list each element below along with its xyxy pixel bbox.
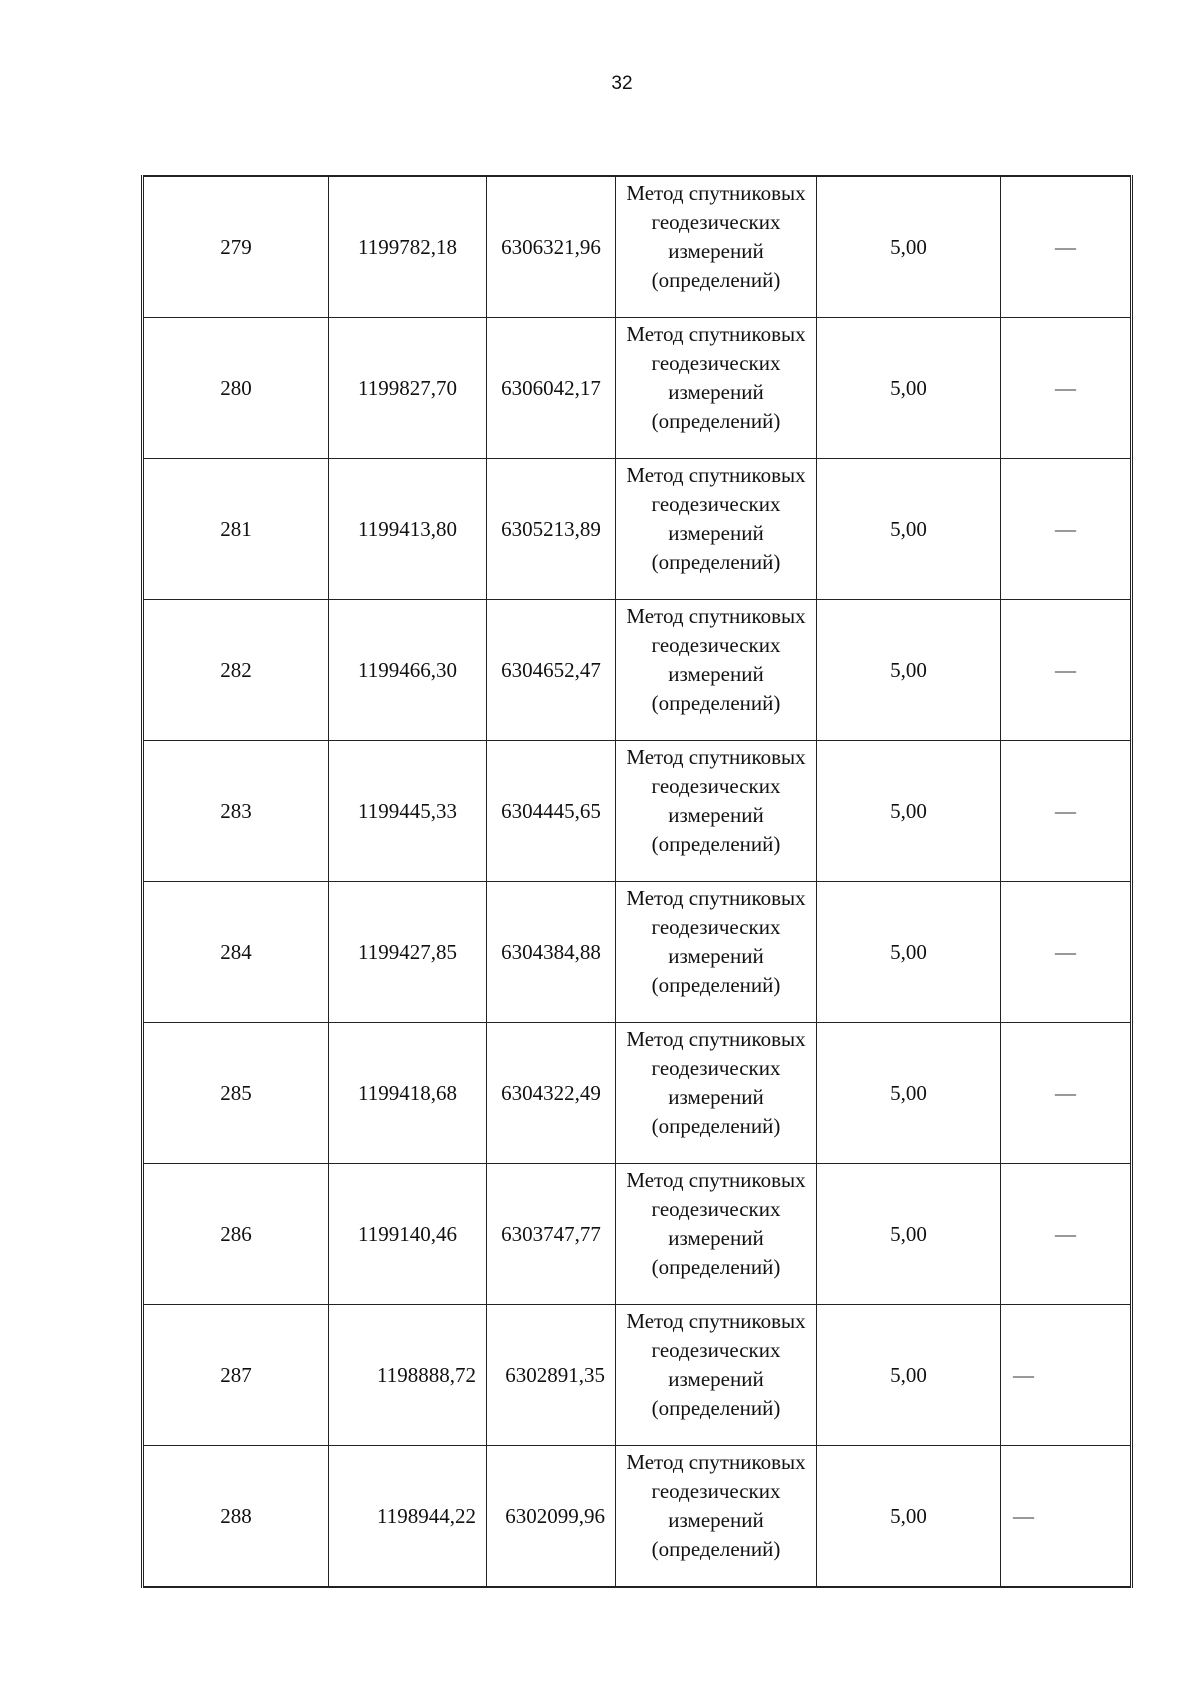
method-line: (определений)	[651, 550, 781, 574]
table-row	[143, 1023, 1132, 1164]
method-line: (определений)	[651, 409, 781, 433]
method-cell	[616, 1305, 817, 1446]
method-line: (определений)	[651, 691, 781, 715]
method-line: геодезических	[651, 210, 781, 234]
method-line: геодезических	[651, 1056, 781, 1080]
method-line: измерений	[668, 1508, 764, 1532]
table-row	[143, 1305, 1132, 1446]
x-coordinate-cell: 1199466,30	[329, 600, 487, 741]
method-line: измерений	[668, 380, 764, 404]
y-coordinate-cell: 6303747,77	[487, 1164, 616, 1305]
coordinates-table	[141, 175, 1133, 1588]
description-cell: —	[1001, 1023, 1132, 1164]
method-cell	[616, 459, 817, 600]
accuracy-cell: 5,00	[817, 176, 1001, 318]
method-line: измерений	[668, 521, 764, 545]
accuracy-cell: 5,00	[817, 1305, 1001, 1446]
point-number-cell: 287	[143, 1305, 329, 1446]
y-coordinate-cell: 6302891,35	[487, 1305, 616, 1446]
method-cell	[616, 741, 817, 882]
method-line: Метод спутниковых	[626, 463, 806, 487]
table-row	[143, 741, 1132, 882]
point-number-cell: 281	[143, 459, 329, 600]
method-cell	[616, 1446, 817, 1588]
y-coordinate-cell: 6306042,17	[487, 318, 616, 459]
description-cell: —	[1001, 1305, 1132, 1446]
method-line: геодезических	[651, 492, 781, 516]
method-line: Метод спутниковых	[626, 886, 806, 910]
method-line: измерений	[668, 662, 764, 686]
y-coordinate-cell: 6304384,88	[487, 882, 616, 1023]
description-cell: —	[1001, 1164, 1132, 1305]
description-cell: —	[1001, 600, 1132, 741]
method-cell	[616, 1023, 817, 1164]
table-row	[143, 459, 1132, 600]
point-number-cell: 288	[143, 1446, 329, 1588]
method-line: Метод спутниковых	[626, 1168, 806, 1192]
method-line: Метод спутниковых	[626, 1450, 806, 1474]
point-number-cell: 279	[143, 176, 329, 318]
accuracy-cell: 5,00	[817, 1446, 1001, 1588]
method-cell	[616, 318, 817, 459]
point-number-cell: 284	[143, 882, 329, 1023]
description-cell: —	[1001, 741, 1132, 882]
method-line: геодезических	[651, 1338, 781, 1362]
method-line: (определений)	[651, 1255, 781, 1279]
table-row	[143, 1446, 1132, 1588]
point-number-cell: 280	[143, 318, 329, 459]
method-line: Метод спутниковых	[626, 322, 806, 346]
description-cell: —	[1001, 882, 1132, 1023]
point-number-cell: 285	[143, 1023, 329, 1164]
method-line: (определений)	[651, 1114, 781, 1138]
accuracy-cell: 5,00	[817, 1023, 1001, 1164]
accuracy-cell: 5,00	[817, 1164, 1001, 1305]
method-line: измерений	[668, 1085, 764, 1109]
method-line: (определений)	[651, 1396, 781, 1420]
method-line: геодезических	[651, 774, 781, 798]
point-number-cell: 282	[143, 600, 329, 741]
method-line: измерений	[668, 803, 764, 827]
table-row	[143, 600, 1132, 741]
y-coordinate-cell: 6304445,65	[487, 741, 616, 882]
y-coordinate-cell: 6305213,89	[487, 459, 616, 600]
method-line: измерений	[668, 1367, 764, 1391]
accuracy-cell: 5,00	[817, 318, 1001, 459]
x-coordinate-cell: 1199413,80	[329, 459, 487, 600]
description-cell: —	[1001, 318, 1132, 459]
method-cell	[616, 882, 817, 1023]
method-cell	[616, 600, 817, 741]
method-line: Метод спутниковых	[626, 1309, 806, 1333]
accuracy-cell: 5,00	[817, 459, 1001, 600]
method-cell	[616, 1164, 817, 1305]
x-coordinate-cell: 1199140,46	[329, 1164, 487, 1305]
y-coordinate-cell: 6302099,96	[487, 1446, 616, 1588]
accuracy-cell: 5,00	[817, 600, 1001, 741]
method-line: (определений)	[651, 268, 781, 292]
table-row	[143, 882, 1132, 1023]
x-coordinate-cell: 1199827,70	[329, 318, 487, 459]
accuracy-cell: 5,00	[817, 741, 1001, 882]
point-number-cell: 283	[143, 741, 329, 882]
table-row	[143, 1164, 1132, 1305]
method-line: (определений)	[651, 1537, 781, 1561]
method-line: измерений	[668, 944, 764, 968]
method-line: измерений	[668, 1226, 764, 1250]
method-line: геодезических	[651, 351, 781, 375]
table-row	[143, 176, 1132, 318]
method-line: Метод спутниковых	[626, 1027, 806, 1051]
method-line: (определений)	[651, 973, 781, 997]
method-line: геодезических	[651, 915, 781, 939]
x-coordinate-cell: 1198888,72	[329, 1305, 487, 1446]
table-row	[143, 318, 1132, 459]
accuracy-cell: 5,00	[817, 882, 1001, 1023]
x-coordinate-cell: 1199418,68	[329, 1023, 487, 1164]
y-coordinate-cell: 6304652,47	[487, 600, 616, 741]
point-number-cell: 286	[143, 1164, 329, 1305]
method-line: Метод спутниковых	[626, 604, 806, 628]
method-line: (определений)	[651, 832, 781, 856]
page-number: 32	[611, 73, 633, 94]
method-line: геодезических	[651, 1479, 781, 1503]
method-line: измерений	[668, 239, 764, 263]
method-line: Метод спутниковых	[626, 745, 806, 769]
method-cell	[616, 176, 817, 318]
x-coordinate-cell: 1199445,33	[329, 741, 487, 882]
method-line: Метод спутниковых	[626, 181, 806, 205]
x-coordinate-cell: 1199782,18	[329, 176, 487, 318]
description-cell: —	[1001, 459, 1132, 600]
y-coordinate-cell: 6304322,49	[487, 1023, 616, 1164]
x-coordinate-cell: 1198944,22	[329, 1446, 487, 1588]
method-line: геодезических	[651, 1197, 781, 1221]
method-line: геодезических	[651, 633, 781, 657]
description-cell: —	[1001, 1446, 1132, 1588]
y-coordinate-cell: 6306321,96	[487, 176, 616, 318]
description-cell: —	[1001, 176, 1132, 318]
x-coordinate-cell: 1199427,85	[329, 882, 487, 1023]
